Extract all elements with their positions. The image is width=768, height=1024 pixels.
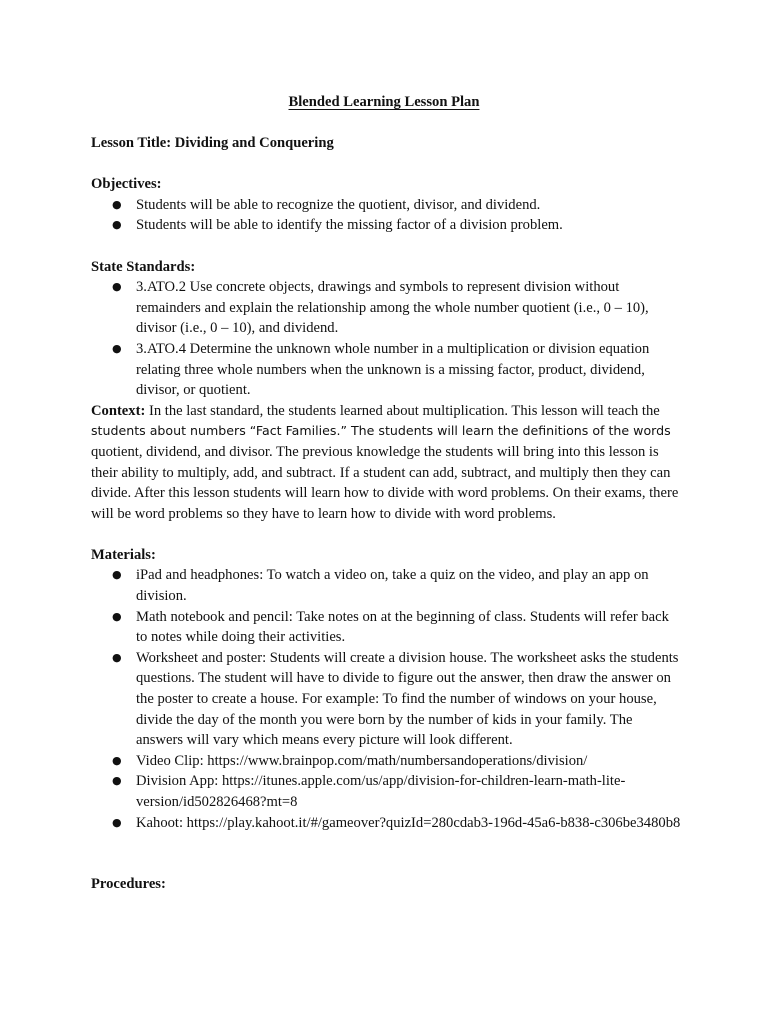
bullet-icon: ● [112, 774, 122, 788]
objectives-list [91, 195, 681, 236]
bullet-icon: ● [112, 197, 122, 211]
document-body [91, 133, 681, 895]
bullet-icon: ● [112, 650, 122, 664]
standards-heading: State Standards: [91, 258, 196, 275]
lesson-title: Lesson Title: Dividing and Conquering [91, 135, 334, 151]
list-item: ● Students will be able to identify the missing factor of a division problem. [91, 215, 681, 236]
bullet-icon: ● [112, 815, 122, 829]
materials-list [91, 565, 681, 833]
list-item: ● Math notebook and pencil: Take notes on at the beginning of class. Students will refer back to notes while doing their activities. [112, 608, 669, 646]
standards-list [91, 277, 681, 401]
context-label: Context: [91, 402, 146, 419]
list-item: ● iPad and headphones: To watch a video on, take a quiz on the video, and play an app on division. [112, 567, 649, 605]
materials-heading: Materials: [91, 546, 156, 563]
objectives-heading: Objectives: [91, 176, 162, 193]
bullet-icon: ● [112, 753, 122, 767]
list-item: ● Worksheet and poster: Students will create a division house. The worksheet asks the students questions. The student will have to divide to figure out the answer, then draw the answer on the poster to create a house. For example: To find the number of windows on your house, divide the day of the month you were born by the number of kids in your family. The answers will vary which means every picture will look different. [112, 649, 679, 749]
bullet-icon: ● [112, 568, 122, 582]
bullet-icon: ● [112, 280, 122, 294]
list-item: ● Division App: https://itunes.apple.com/us/app/division-for-children-learn-math-lite-version/id502826468?mt=8 [112, 773, 626, 810]
list-item: ● Students will be able to recognize the quotient, divisor, and dividend. [91, 195, 681, 216]
bullet-icon: ● [112, 341, 122, 355]
context-paragraph: Context: In the last standard, the students learned about multiplication. This lesson will teach the students about numbers “Fact Families.” The students will learn the definitions of the words quotient, dividend, and divisor. The previous knowledge the students will bring into this lesson is their ability to multiply, add, and subtract. If a student can add, subtract, and multiply then they can divide. After this lesson students will learn how to divide with word problems. On their exams, there will be word problems so they have to learn how to divide with word problems. [91, 402, 679, 522]
list-item: ● Kahoot: https://play.kahoot.it/#/gameover?quizId=280cdab3-196d-45a6-b838-c306be3480b8 [91, 813, 681, 834]
procedures-heading: Procedures: [91, 876, 166, 893]
bullet-icon: ● [112, 218, 122, 232]
list-item: ● Video Clip: https://www.brainpop.com/math/numbersandoperations/division/ [91, 751, 681, 772]
document-title: Blended Learning Lesson Plan [288, 94, 480, 110]
bullet-icon: ● [112, 609, 122, 623]
list-item: ● 3.ATO.2 Use concrete objects, drawings and symbols to represent division without remainders and explain the relationship among the whole number quotient (i.e., 0 – 10), divisor (i.e., 0 – 10), and dividend. [112, 279, 649, 337]
list-item: ● 3.ATO.4 Determine the unknown whole number in a multiplication or division equation relating three whole numbers when the unknown is a missing factor, product, dividend, divisor, or quotient. [112, 340, 650, 399]
